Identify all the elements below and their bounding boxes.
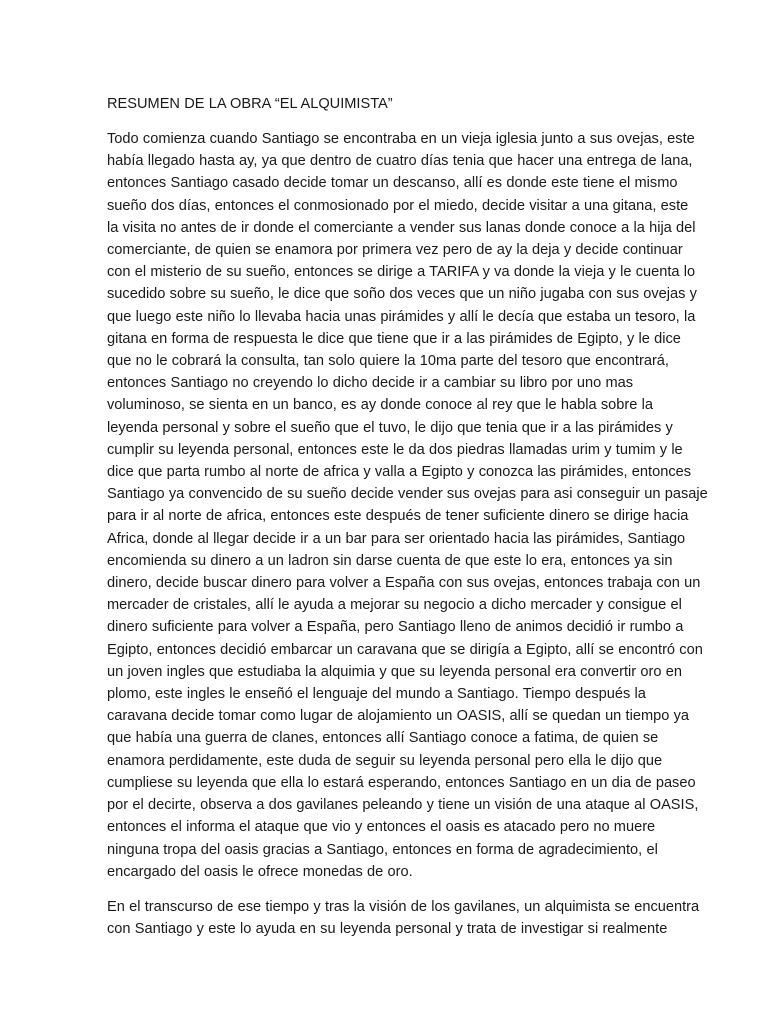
text-line: encargado del oasis le ofrece monedas de oro.: [107, 863, 413, 880]
text-line: con Santiago y este lo ayuda en su leyenda personal y trata de investigar si realmente: [107, 921, 668, 938]
text-line: enamora perdidamente, este duda de seguir su leyenda personal pero ella le dijo que: [107, 752, 663, 769]
document-title: RESUMEN DE LA OBRA “EL ALQUIMISTA”: [107, 96, 393, 112]
text-line: entonces el informa el ataque que vio y entonces el oasis es atacado pero no muere: [107, 819, 656, 836]
text-line: por el decirte, observa a dos gavilanes peleando y tiene un visión de una ataque al OASIS,: [107, 797, 699, 814]
text-line: cumpliese su leyenda que ella lo estará esperando, entonces Santiago en un dia de paseo: [107, 774, 696, 791]
text-line: cumplir su leyenda personal, entonces este le da dos piedras llamadas urim y tumim y le: [107, 441, 683, 458]
text-line: En el transcurso de ese tiempo y tras la visión de los gavilanes, un alquimista se encuentra: [107, 898, 700, 915]
text-line: que había una guerra de clanes, entonces allí Santiago conoce a fatima, de quien se: [107, 730, 659, 747]
text-line: sueño dos días, entonces el conmosionado por el miedo, decide visitar a una gitana, este: [107, 197, 689, 214]
text-line: entonces Santiago casado decide tomar un descanso, allí es donde este tiene el mismo: [107, 175, 678, 192]
text-line: para ir al norte de africa, entonces este después de tener suficiente dinero se dirige hacia: [107, 508, 689, 525]
text-line: la visita no antes de ir donde el comerciante a vender sus lanas donde conoce a la hija del: [107, 219, 696, 236]
text-line: Santiago ya convencido de su sueño decide vender sus ovejas para asi conseguir un pasaje: [107, 486, 708, 503]
text-line: con el misterio de su sueño, entonces se dirige a TARIFA y va donde la vieja y le cuenta lo: [107, 264, 696, 281]
text-line: Africa, donde al llegar decide ir a un bar para ser orientado hacia las pirámides, Santiago: [107, 530, 686, 547]
text-line: mercader de cristales, allí le ayuda a mejorar su negocio a dicho mercader y consigue el: [107, 597, 682, 614]
text-line: que luego este niño lo llevaba hacia unas pirámides y allí le decía que estaba un tesoro, la: [107, 308, 696, 325]
text-line: dinero suficiente para volver a España, pero Santiago lleno de animos decidió ir rumbo a: [107, 619, 684, 636]
paragraph: [107, 128, 708, 883]
paragraph-list: [107, 128, 708, 940]
text-line: encomienda su dinero a un ladron sin darse cuenta de que este lo era, entonces ya sin: [107, 552, 673, 569]
text-line: comerciante, de quien se enamora por primera vez pero de ay la deja y decide continuar: [107, 242, 683, 259]
text-line: plomo, este ingles le enseñó el lenguaje del mundo a Santiago. Tiempo después la: [107, 686, 646, 703]
text-line: un joven ingles que estudiaba la alquimia y que su leyenda personal era convertir oro en: [107, 663, 682, 680]
text-line: Egipto, entonces decidió embarcar un caravana que se dirigía a Egipto, allí se encontró con: [107, 641, 703, 658]
text-line: gitana en forma de respuesta le dice que tiene que ir a las pirámides de Egipto, y le dice: [107, 330, 681, 347]
text-line: Todo comienza cuando Santiago se encontraba en un vieja iglesia junto a sus ovejas, este: [107, 131, 695, 147]
text-line: ninguna tropa del oasis gracias a Santiago, entonces en forma de agradecimiento, el: [107, 841, 658, 858]
text-line: voluminoso, se sienta en un banco, es ay donde conoce al rey que le habla sobre la: [107, 397, 653, 414]
text-line: dinero, decide buscar dinero para volver a España con sus ovejas, entonces trabaja con un: [107, 575, 701, 592]
text-line: leyenda personal y sobre el sueño que el tuvo, le dijo que tenia que ir a las pirámides y: [107, 419, 673, 436]
text-line: sucedido sobre su sueño, le dice que soño dos veces que un niño jugaba con sus ovejas y: [107, 286, 697, 303]
text-line: dice que parta rumbo al norte de africa y valla a Egipto y conozca las pirámides, entonces: [107, 464, 692, 481]
text-line: que no le cobrará la consulta, tan solo quiere la 10ma parte del tesoro que encontrará,: [107, 353, 669, 370]
text-line: caravana decide tomar como lugar de alojamiento un OASIS, allí se quedan un tiempo ya: [107, 708, 690, 725]
paragraph: [107, 896, 700, 940]
text-line: había llegado hasta ay, ya que dentro de cuatro días tenia que hacer una entrega de lana,: [107, 153, 693, 170]
text-line: entonces Santiago no creyendo lo dicho decide ir a cambiar su libro por uno mas: [107, 375, 634, 392]
document-body: [107, 93, 708, 953]
